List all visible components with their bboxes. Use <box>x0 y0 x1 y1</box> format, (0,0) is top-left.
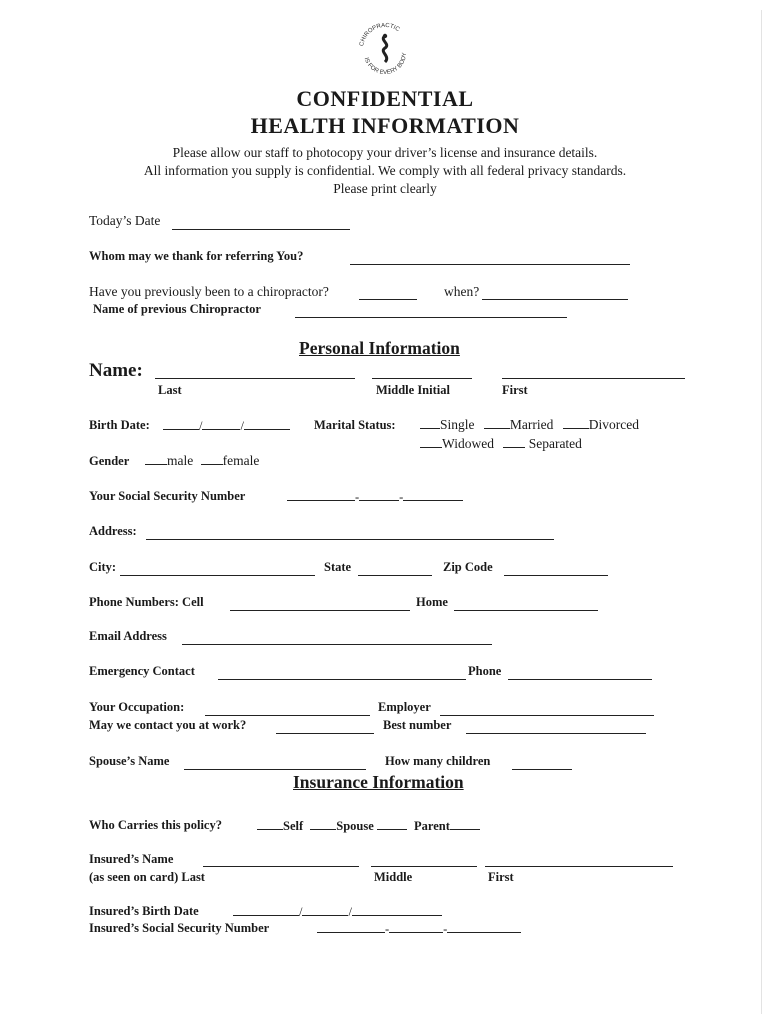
insured-ssn-label: Insured’s Social Security Number <box>89 921 270 935</box>
svg-text:IS FOR EVERY BODY: IS FOR EVERY BODY <box>362 52 409 77</box>
chiropractic-spine-seal-icon <box>354 18 416 80</box>
male-blank[interactable] <box>145 453 167 465</box>
todays-date-label: Today’s Date <box>89 213 161 228</box>
parent-blank[interactable] <box>450 818 480 830</box>
married-blank[interactable] <box>484 417 510 429</box>
spouse-name-field[interactable] <box>184 769 366 770</box>
when-field[interactable] <box>482 299 628 300</box>
city-label: City: <box>89 560 117 574</box>
best-number-field[interactable] <box>466 733 646 734</box>
previous-chiro-name-label: Name of previous Chiropractor <box>93 302 261 316</box>
marital-row-1 <box>420 417 639 433</box>
emergency-phone-field[interactable] <box>508 679 652 680</box>
insurance-info-heading: Insurance Information <box>293 772 464 792</box>
emergency-phone-label: Phone <box>468 664 502 678</box>
name-middle-caption: Middle Initial <box>376 383 450 397</box>
emergency-contact-label: Emergency Contact <box>89 664 195 678</box>
children-field[interactable] <box>512 769 572 770</box>
city-field[interactable] <box>120 575 315 576</box>
note-print-clearly: Please print clearly <box>333 181 437 196</box>
marital-status-label: Marital Status: <box>314 418 396 432</box>
name-last-field[interactable] <box>155 378 355 379</box>
when-label: when? <box>444 284 480 299</box>
employer-field[interactable] <box>440 715 654 716</box>
insured-name-label: Insured’s Name <box>89 852 174 866</box>
name-last-caption: Last <box>158 383 182 397</box>
state-field[interactable] <box>358 575 432 576</box>
zip-label: Zip Code <box>443 560 493 574</box>
insured-first-caption: First <box>488 870 514 884</box>
todays-date-field[interactable] <box>172 229 350 230</box>
note-confidential: All information you supply is confidential. We comply with all federal privacy standards. <box>143 163 627 178</box>
gender-female: female <box>222 453 260 468</box>
children-label: How many children <box>385 754 491 768</box>
insured-ssn-field[interactable]: - - <box>317 921 521 937</box>
address-label: Address: <box>89 524 137 538</box>
phone-cell-label: Phone Numbers: Cell <box>89 595 204 609</box>
ssn-field[interactable]: - - <box>287 489 463 505</box>
personal-info-heading: Personal Information <box>299 338 460 358</box>
insured-birth-label: Insured’s Birth Date <box>89 904 199 918</box>
svg-text:CHIROPRACTIC: CHIROPRACTIC <box>359 22 401 47</box>
ssn-label: Your Social Security Number <box>89 489 246 503</box>
female-blank[interactable] <box>201 453 223 465</box>
spouse-trail-blank[interactable] <box>377 818 407 830</box>
birth-date-field[interactable]: / / <box>163 418 290 434</box>
widowed-blank[interactable] <box>420 436 442 448</box>
phone-home-label: Home <box>416 595 448 609</box>
separated-blank[interactable] <box>503 436 525 448</box>
email-field[interactable] <box>182 644 492 645</box>
previous-chiro-name-field[interactable] <box>295 317 567 318</box>
phone-cell-field[interactable] <box>230 610 410 611</box>
occupation-field[interactable] <box>205 715 370 716</box>
state-label: State <box>324 560 352 574</box>
gender-label: Gender <box>89 454 130 468</box>
marital-divorced: Divorced <box>588 417 639 432</box>
phone-home-field[interactable] <box>454 610 598 611</box>
insured-middle-field[interactable] <box>371 866 477 867</box>
note-photocopy: Please allow our staff to photocopy your driver’s license and insurance details. <box>172 145 598 160</box>
previous-chiro-field[interactable] <box>359 299 417 300</box>
policy-parent: Parent <box>414 819 450 833</box>
name-middle-field[interactable] <box>372 378 472 379</box>
spouse-name-label: Spouse’s Name <box>89 754 170 768</box>
employer-label: Employer <box>378 700 431 714</box>
previous-chiro-label: Have you previously been to a chiropractor? <box>89 284 329 299</box>
name-first-caption: First <box>502 383 528 397</box>
marital-single: Single <box>440 417 475 432</box>
emergency-contact-field[interactable] <box>218 679 466 680</box>
contact-work-label: May we contact you at work? <box>89 718 247 732</box>
marital-row-2 <box>420 436 582 452</box>
insured-last-field[interactable] <box>203 866 359 867</box>
address-field[interactable] <box>146 539 554 540</box>
marital-married: Married <box>509 417 554 432</box>
birth-date-label: Birth Date: <box>89 418 150 432</box>
spouse-blank[interactable] <box>310 818 336 830</box>
insured-first-field[interactable] <box>485 866 673 867</box>
self-blank[interactable] <box>257 818 283 830</box>
form-title-line1: CONFIDENTIAL <box>296 86 474 111</box>
email-label: Email Address <box>89 629 167 643</box>
name-label: Name: <box>89 360 143 381</box>
who-carries-label: Who Carries this policy? <box>89 818 222 832</box>
insured-birth-field[interactable]: / / <box>233 904 442 920</box>
gender-options <box>145 453 259 469</box>
policy-self: Self <box>283 819 304 833</box>
referral-label: Whom may we thank for referring You? <box>89 249 304 263</box>
zip-field[interactable] <box>504 575 608 576</box>
contact-work-field[interactable] <box>276 733 374 734</box>
marital-widowed: Widowed <box>442 436 494 451</box>
best-number-label: Best number <box>383 718 452 732</box>
insured-middle-caption: Middle <box>374 870 413 884</box>
single-blank[interactable] <box>420 417 440 429</box>
form-title-line2: HEALTH INFORMATION <box>250 113 520 138</box>
gender-male: male <box>167 453 194 468</box>
divorced-blank[interactable] <box>563 417 589 429</box>
marital-separated: Separated <box>528 436 582 451</box>
name-first-field[interactable] <box>502 378 685 379</box>
insured-as-seen-label: (as seen on card) Last <box>89 870 205 884</box>
referral-field[interactable] <box>350 264 630 265</box>
occupation-label: Your Occupation: <box>89 700 185 714</box>
policy-spouse: Spouse <box>336 819 374 833</box>
policy-options <box>257 818 480 834</box>
